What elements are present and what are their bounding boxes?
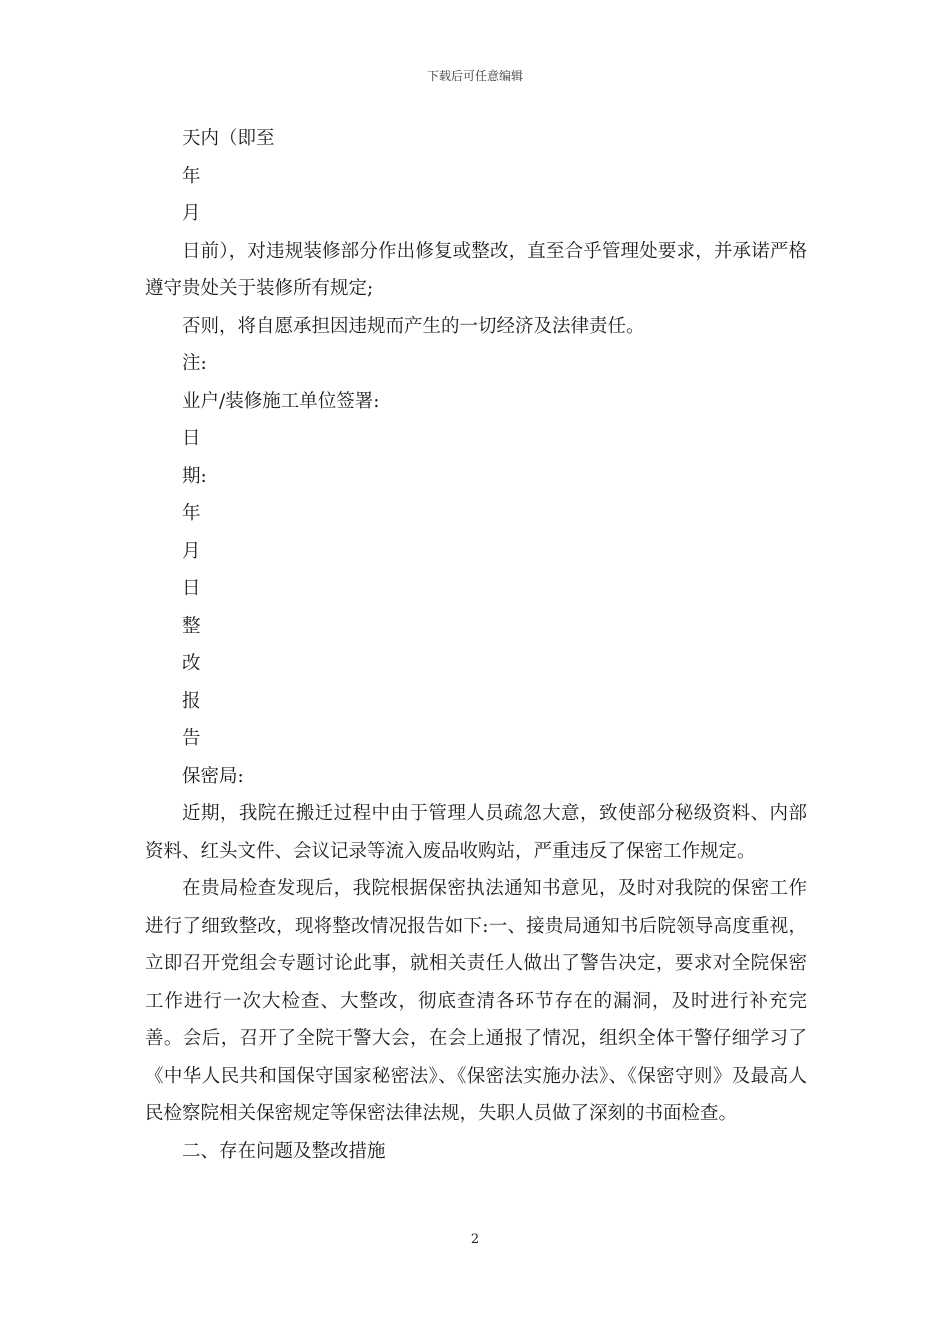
text-line: 改 [182,653,201,674]
text-line: 报 [182,690,201,712]
text-line: 天内（即至 [182,128,275,149]
text-line: 保密局: [182,765,244,787]
text-line: 日 [182,578,201,599]
text-line: 业户/装修施工单位签署: [182,390,380,412]
paragraph: 近期，我院在搬迁过程中由于管理人员疏忽大意，致使部分秘级资料、内部资料、红头文件、会议记录等流入废品收购站，严重违反了保密工作规定。 [145,803,807,862]
paragraph: 在贵局检查发现后，我院根据保密执法通知书意见，及时对我院的保密工作进行了细致整改，现将整改情况报告如下:一、接贵局通知书后院领导高度重视，立即召开党组会专题讨论此事，就相关责任人做出了警告决定，要求对全院保密工作进行一次大检查、大整改，彻底查清各环节存在的漏洞，及时进行补充完善。会后，召开了全院干警大会，在会上通报了情况，组织全体干警仔细学习了《中华人民共和国保守国家秘密法》、《保密法实施办法》、《保密守则》及最高人民检察院相关保密规定等保密法律法规，失职人员做了深刻的书面检查。 [145,878,807,1124]
text-line: 年 [182,165,201,187]
section-heading: 二、存在问题及整改措施 [182,1140,386,1162]
paragraph: 日前），对违规装修部分作出修复或整改，直至合乎管理处要求，并承诺严格遵守贵处关于装修所有规定; [145,240,807,299]
text-line: 日 [182,428,201,449]
document-body [145,120,807,1170]
text-line: 否则，将自愿承担因违规而产生的一切经济及法律责任。 [182,315,645,337]
text-line: 月 [182,540,201,562]
text-line: 期: [182,465,207,487]
page-number: 2 [470,1232,480,1247]
text-line: 告 [182,728,201,749]
text-line: 月 [182,203,201,224]
text-line: 整 [182,615,201,637]
page-header: 下载后可任意编辑 [426,69,523,83]
text-line: 年 [182,503,201,524]
text-line: 注: [182,353,207,374]
